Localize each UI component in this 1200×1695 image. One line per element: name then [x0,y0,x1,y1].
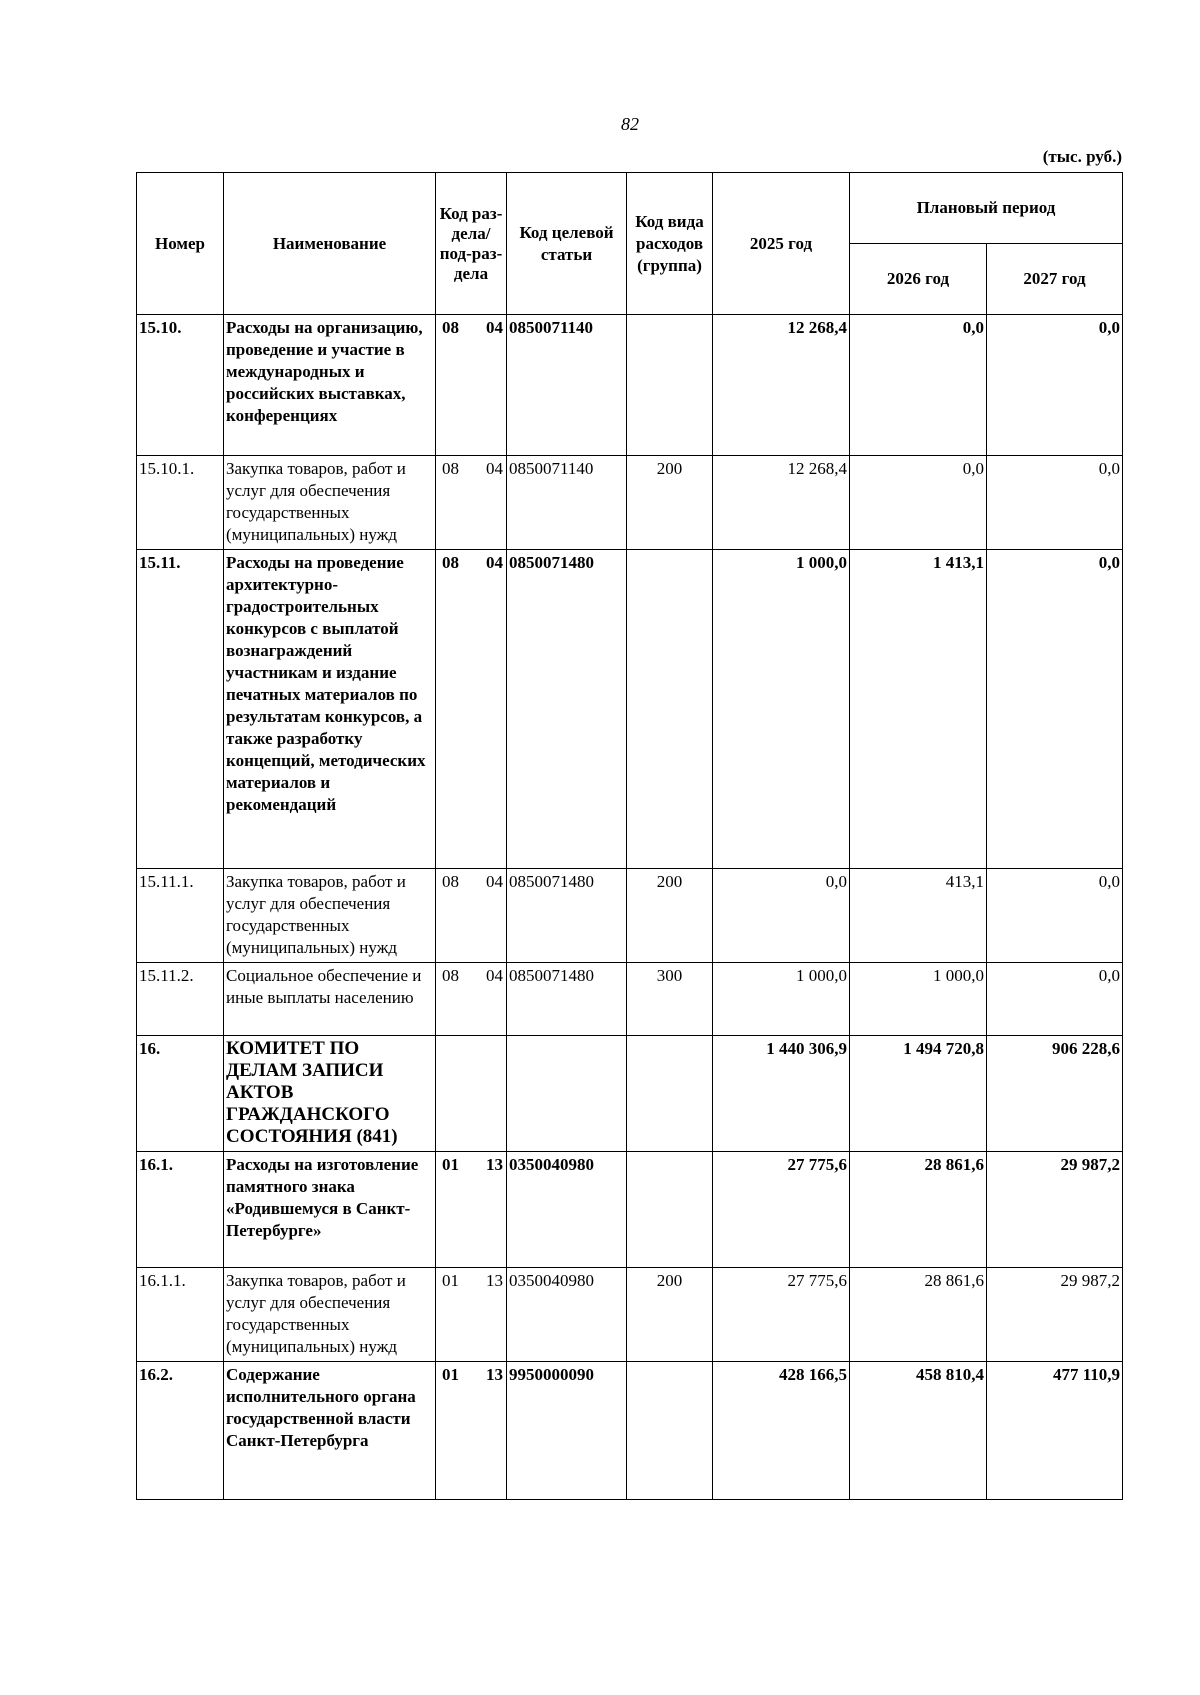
row-section-code: 01 [442,1365,459,1384]
row-2026: 413,1 [850,869,987,963]
row-target: 0350040980 [507,1268,627,1362]
row-2025: 0,0 [713,869,850,963]
row-section [436,1152,507,1268]
row-2027: 477 110,9 [987,1362,1123,1500]
header-planning-period: Плановый период [850,173,1123,244]
row-2025: 12 268,4 [713,315,850,456]
row-section [436,315,507,456]
row-subsection-code: 04 [486,872,503,891]
table-row [137,550,1123,869]
table-header [137,173,1123,315]
row-section [436,1362,507,1500]
row-2025: 12 268,4 [713,456,850,550]
table-row [137,869,1123,963]
row-2026: 28 861,6 [850,1152,987,1268]
row-expense-type [627,1036,713,1152]
row-name: КОМИТЕТ ПО ДЕЛАМ ЗАПИСИ АКТОВ ГРАЖДАНСКОГО СОСТОЯНИЯ (841) [224,1036,436,1152]
header-section: Код раз-дела/ под-раз-дела [436,173,507,315]
page-number: 82 [621,114,639,134]
row-2025: 27 775,6 [713,1268,850,1362]
row-2027: 0,0 [987,315,1123,456]
table-row [137,1152,1123,1268]
units-label: (тыс. руб.) [1042,147,1122,166]
row-2025: 27 775,6 [713,1152,850,1268]
row-subsection-code: 04 [486,553,503,572]
row-name: Закупка товаров, работ и услуг для обеспечения государственных (муниципальных) нужд [224,869,436,963]
header-name: Наименование [224,173,436,315]
row-target: 0850071480 [507,550,627,869]
row-section [436,550,507,869]
row-expense-type [627,315,713,456]
row-section [436,963,507,1036]
row-subsection-code: 04 [486,966,503,985]
header-year-2026: 2026 год [850,244,987,315]
row-2026: 0,0 [850,456,987,550]
row-subsection-code: 13 [486,1155,503,1174]
row-section-code: 08 [442,872,459,891]
row-subsection-code: 04 [486,459,503,478]
table-row [137,1036,1123,1152]
row-section-code: 08 [442,318,459,337]
header-year-2025: 2025 год [713,173,850,315]
row-2027: 29 987,2 [987,1152,1123,1268]
row-section [436,869,507,963]
row-number: 16. [137,1036,224,1152]
row-2027: 906 228,6 [987,1036,1123,1152]
row-name: Расходы на организацию, проведение и участие в международных и российских выставках, конференциях [224,315,436,456]
row-2025: 428 166,5 [713,1362,850,1500]
row-target: 0350040980 [507,1152,627,1268]
row-2027: 0,0 [987,869,1123,963]
row-name: Закупка товаров, работ и услуг для обеспечения государственных (муниципальных) нужд [224,1268,436,1362]
table-row [137,1268,1123,1362]
row-section [436,456,507,550]
row-number: 16.2. [137,1362,224,1500]
row-name: Расходы на изготовление памятного знака «Родившемуся в Санкт-Петербурге» [224,1152,436,1268]
row-2026: 458 810,4 [850,1362,987,1500]
row-section [436,1036,507,1152]
table-row [137,456,1123,550]
row-number: 15.11. [137,550,224,869]
row-expense-type: 200 [627,1268,713,1362]
row-name: Содержание исполнительного органа государственной власти Санкт-Петербурга [224,1362,436,1500]
row-subsection-code: 13 [486,1271,503,1290]
row-target: 0850071480 [507,963,627,1036]
row-number: 15.11.2. [137,963,224,1036]
header-number: Номер [137,173,224,315]
row-2025: 1 000,0 [713,550,850,869]
row-section-code: 08 [442,553,459,572]
row-number: 15.11.1. [137,869,224,963]
row-target: 0850071480 [507,869,627,963]
row-expense-type [627,550,713,869]
row-name: Закупка товаров, работ и услуг для обеспечения государственных (муниципальных) нужд [224,456,436,550]
header-expense-type: Код вида расходов (группа) [627,173,713,315]
header-target: Код целевой статьи [507,173,627,315]
row-expense-type: 300 [627,963,713,1036]
row-expense-type [627,1362,713,1500]
row-section-code: 08 [442,966,459,985]
row-name: Социальное обеспечение и иные выплаты населению [224,963,436,1036]
row-number: 15.10. [137,315,224,456]
row-2026: 1 413,1 [850,550,987,869]
row-number: 16.1. [137,1152,224,1268]
row-name: Расходы на проведение архитектурно-градостроительных конкурсов с выплатой вознаграждений участникам и издание печатных материалов по результатам конкурсов, а также разработку концепций, методических материалов и рекомендаций [224,550,436,869]
table-row [137,315,1123,456]
row-target: 0850071140 [507,315,627,456]
row-2027: 0,0 [987,963,1123,1036]
row-section-code: 01 [442,1271,459,1290]
row-expense-type: 200 [627,456,713,550]
row-2026: 1 000,0 [850,963,987,1036]
row-target: 9950000090 [507,1362,627,1500]
row-section-code: 08 [442,459,459,478]
row-2026: 28 861,6 [850,1268,987,1362]
row-expense-type: 200 [627,869,713,963]
row-expense-type [627,1152,713,1268]
row-2025: 1 000,0 [713,963,850,1036]
row-number: 15.10.1. [137,456,224,550]
row-2025: 1 440 306,9 [713,1036,850,1152]
table-row [137,963,1123,1036]
row-target [507,1036,627,1152]
row-2026: 0,0 [850,315,987,456]
header-year-2027: 2027 год [987,244,1123,315]
table-body [137,315,1123,1500]
row-2027: 0,0 [987,550,1123,869]
row-2026: 1 494 720,8 [850,1036,987,1152]
row-2027: 0,0 [987,456,1123,550]
row-section [436,1268,507,1362]
row-number: 16.1.1. [137,1268,224,1362]
row-section-code: 01 [442,1155,459,1174]
row-2027: 29 987,2 [987,1268,1123,1362]
budget-table [136,172,1123,1500]
table-row [137,1362,1123,1500]
row-target: 0850071140 [507,456,627,550]
row-subsection-code: 04 [486,318,503,337]
row-subsection-code: 13 [486,1365,503,1384]
